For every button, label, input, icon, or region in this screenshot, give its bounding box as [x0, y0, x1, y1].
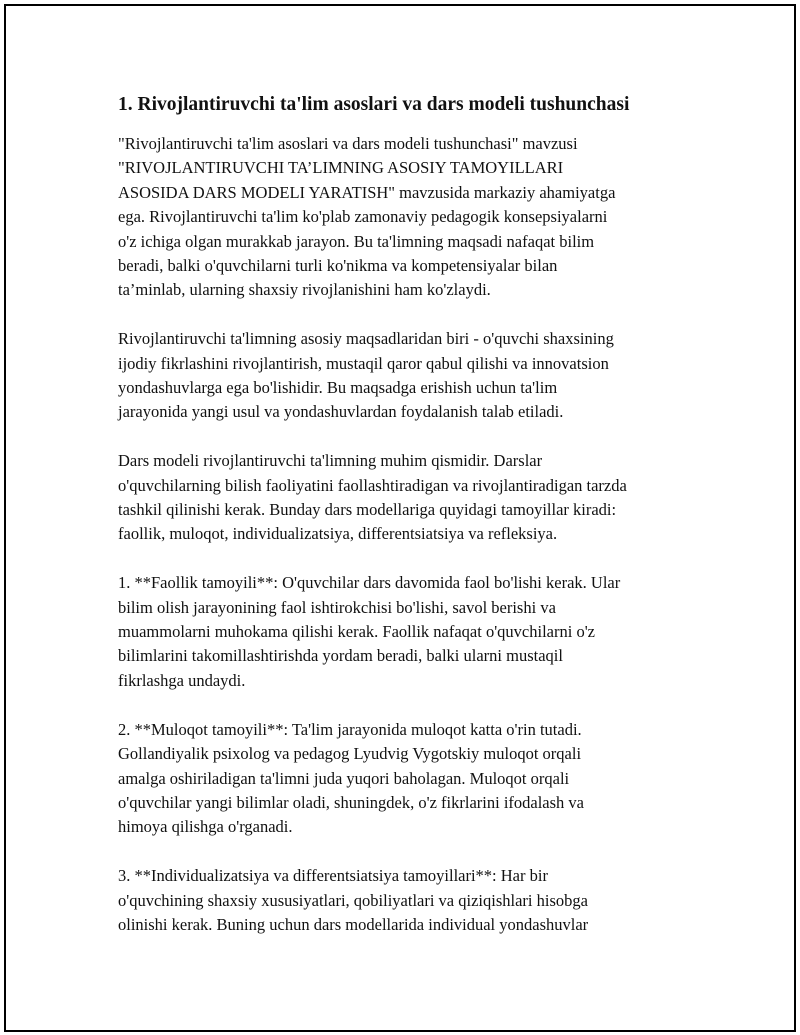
text-line: jarayonida yangi usul va yondashuvlardan foydalanish talab etiladi.	[118, 402, 564, 422]
text-line: beradi, balki o'quvchilarni turli ko'nikma va kompetensiyalar bilan	[118, 256, 558, 276]
text-line: Dars modeli rivojlantiruvchi ta'limning muhim qismidir. Darslar	[118, 451, 543, 471]
text-line: tashkil qilinishi kerak. Bunday dars modellariga quyidagi tamoyillar kiradi:	[118, 500, 617, 520]
text-line: ASOSIDA DARS MODELI YARATISH" mavzusida markaziy ahamiyatga	[118, 182, 616, 202]
text-line: ta’minlab, ularning shaxsiy rivojlanishini ham ko'zlaydi.	[118, 280, 491, 300]
text-line: muammolarni muhokama qilishi kerak. Faollik nafaqat o'quvchilarni o'z	[118, 622, 595, 642]
text-line: "RIVOJLANTIRUVCHI TA’LIMNING ASOSIY TAMOYILLARI	[118, 158, 564, 178]
text-line: 3. **Individualizatsiya va differentsiatsiya tamoyillari**: Har bir	[118, 866, 548, 886]
text-line: o'quvchilar yangi bilimlar oladi, shuningdek, o'z fikrlarini ifodalash va	[118, 792, 584, 812]
text-line: 2. **Muloqot tamoyili**: Ta'lim jarayonida muloqot katta o'rin tutadi.	[118, 719, 582, 739]
text-line: "Rivojlantiruvchi ta'lim asoslari va dars modeli tushunchasi" mavzusi	[118, 134, 578, 153]
text-line: 1. **Faollik tamoyili**: O'quvchilar dars davomida faol bo'lishi kerak. Ular	[118, 573, 621, 593]
paragraph-intro	[118, 132, 698, 303]
paragraph-principle-communication	[118, 718, 698, 840]
text-line: amalga oshiriladigan ta'limni juda yuqori baholagan. Muloqot orqali	[118, 768, 570, 788]
text-line: ijodiy fikrlashini rivojlantirish, mustaqil qaror qabul qilishi va innovatsion	[118, 353, 609, 373]
text-line: o'quvchilarning bilish faoliyatini faollashtiradigan va rivojlantiradigan tarzda	[118, 475, 627, 495]
paragraph-principle-individualization	[118, 864, 698, 937]
text-line: Rivojlantiruvchi ta'limning asosiy maqsadlaridan biri - o'quvchi shaxsining	[118, 329, 614, 349]
text-line: olinishi kerak. Buning uchun dars modellarida individual yondashuvlar	[118, 914, 589, 934]
section-title: 1. Rivojlantiruvchi ta'lim asoslari va dars modeli tushunchasi	[118, 94, 630, 115]
text-line: faollik, muloqot, individualizatsiya, differentsiatsiya va refleksiya.	[118, 524, 558, 544]
text-line: fikrlashga undaydi.	[118, 670, 246, 690]
text-line: yondashuvlarga ega bo'lishidir. Bu maqsadga erishish uchun ta'lim	[118, 378, 558, 398]
text-line: ega. Rivojlantiruvchi ta'lim ko'plab zamonaviy pedagogik konsepsiyalarni	[118, 207, 608, 227]
text-line: bilim olish jarayonining faol ishtirokchisi bo'lishi, savol berishi va	[118, 597, 556, 617]
paragraph-principle-activity	[118, 571, 698, 693]
text-line: Gollandiyalik psixolog va pedagog Lyudvig Vygotskiy muloqot orqali	[118, 744, 582, 764]
text-line: o'z ichiga olgan murakkab jarayon. Bu ta'limning maqsadi nafaqat bilim	[118, 231, 595, 251]
document-body	[118, 92, 698, 962]
paragraph-goals	[118, 327, 698, 425]
paragraph-lesson-model	[118, 449, 698, 547]
text-line: bilimlarini takomillashtirishda yordam beradi, balki ularni mustaqil	[118, 646, 563, 666]
text-line: himoya qilishga o'rganadi.	[118, 817, 293, 837]
text-line: o'quvchining shaxsiy xususiyatlari, qobiliyatlari va qiziqishlari hisobga	[118, 890, 588, 910]
